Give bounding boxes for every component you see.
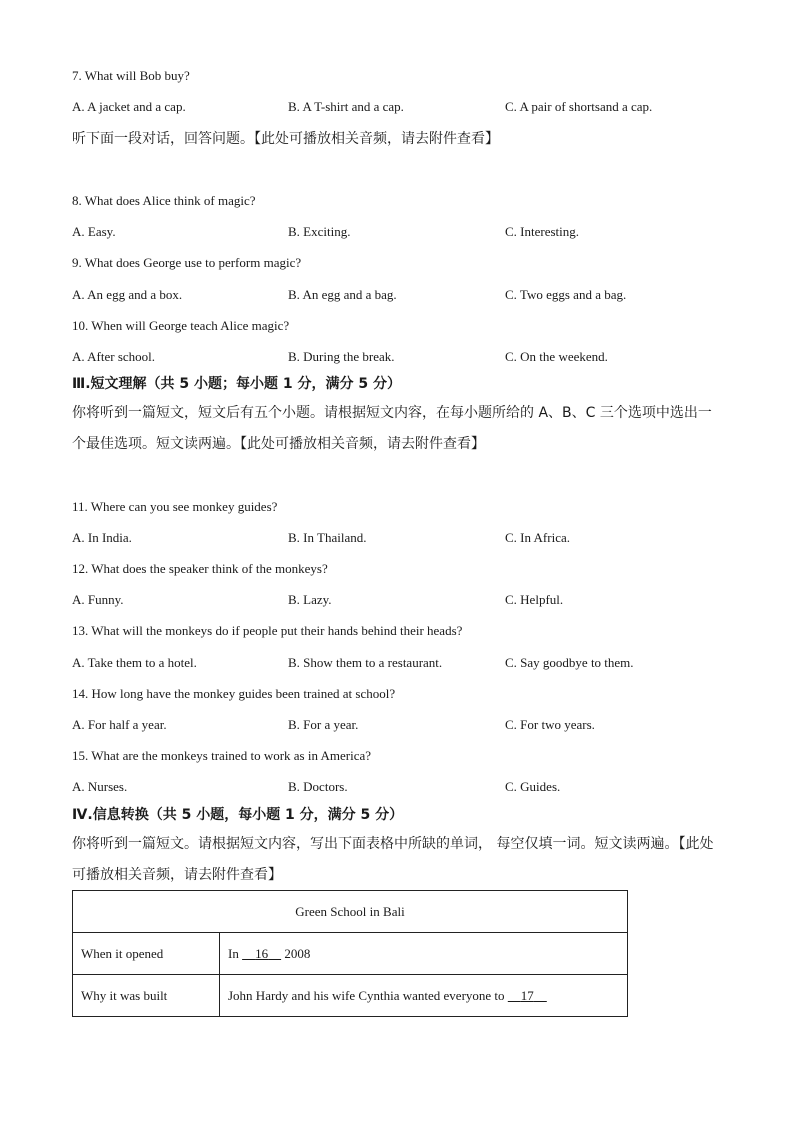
- option-11a[interactable]: A. In India.: [72, 530, 132, 545]
- options-13: [72, 655, 712, 671]
- question-8: 8. What does Alice think of magic?: [72, 193, 256, 208]
- table-title: Green School in Bali: [73, 891, 628, 933]
- row-label-why-built: Why it was built: [73, 975, 220, 1017]
- question-10: 10. When will George teach Alice magic?: [72, 318, 290, 333]
- options-12: [72, 592, 712, 608]
- row-value-why-built: [220, 975, 628, 1017]
- table-row: [73, 975, 628, 1017]
- dialogue-instruction: 听下面一段对话，回答问题。【此处可播放相关音频，请去附件查看】: [72, 131, 499, 147]
- option-9c[interactable]: C. Two eggs and a bag.: [505, 287, 627, 302]
- option-7c[interactable]: C. A pair of shortsand a cap.: [505, 99, 653, 114]
- options-8: [72, 224, 712, 240]
- options-11: [72, 530, 712, 546]
- option-8c[interactable]: C. Interesting.: [505, 224, 580, 239]
- option-14b[interactable]: B. For a year.: [288, 717, 359, 732]
- option-13a[interactable]: A. Take them to a hotel.: [72, 655, 197, 670]
- blank-16-number: 16: [255, 945, 269, 961]
- option-9b[interactable]: B. An egg and a bag.: [288, 287, 397, 302]
- question-14: 14. How long have the monkey guides been trained at school?: [72, 686, 396, 701]
- row-label-when-opened: When it opened: [73, 933, 220, 975]
- section-4-instruction-line1: 你将听到一篇短文。请根据短文内容，写出下面表格中所缺的单词， 每空仅填一词。短文读两遍。【此处: [72, 836, 714, 852]
- option-7a[interactable]: A. A jacket and a cap.: [72, 99, 186, 114]
- option-8b[interactable]: B. Exciting.: [288, 224, 351, 239]
- row1-suffix: 2008: [281, 945, 311, 961]
- row-value-when-opened: [220, 933, 628, 975]
- section-3-instruction-line1: 你将听到一篇短文，短文后有五个小题。请根据短文内容，在每小题所给的 A、B、C 三个选项中选出一: [72, 405, 712, 421]
- blank-17[interactable]: [508, 988, 547, 1003]
- question-13: 13. What will the monkeys do if people put their hands behind their heads?: [72, 623, 463, 638]
- table-title-row: [73, 891, 628, 933]
- row2-prefix: John Hardy and his wife Cynthia wanted everyone to: [228, 987, 508, 1003]
- option-7b[interactable]: B. A T-shirt and a cap.: [288, 99, 404, 114]
- option-13c[interactable]: C. Say goodbye to them.: [505, 655, 634, 670]
- option-8a[interactable]: A. Easy.: [72, 224, 116, 239]
- section-3-heading: Ⅲ.短文理解（共 5 小题；每小题 1 分，满分 5 分）: [72, 376, 402, 392]
- question-7: 7. What will Bob buy?: [72, 68, 190, 83]
- options-14: [72, 717, 712, 733]
- blank-17-number: 17: [520, 987, 534, 1003]
- info-table: [72, 890, 628, 1017]
- question-11: 11. Where can you see monkey guides?: [72, 499, 278, 514]
- option-15a[interactable]: A. Nurses.: [72, 779, 128, 794]
- option-13b[interactable]: B. Show them to a restaurant.: [288, 655, 443, 670]
- section-4-heading: Ⅳ.信息转换（共 5 小题，每小题 1 分，满分 5 分）: [72, 807, 404, 823]
- option-11c[interactable]: C. In Africa.: [505, 530, 570, 545]
- option-10b[interactable]: B. During the break.: [288, 349, 395, 364]
- option-11b[interactable]: B. In Thailand.: [288, 530, 367, 545]
- options-10: [72, 349, 712, 365]
- row1-prefix: In: [228, 945, 243, 961]
- section-3-instruction-line2: 个最佳选项。短文读两遍。【此处可播放相关音频，请去附件查看】: [72, 436, 485, 452]
- option-12c[interactable]: C. Helpful.: [505, 592, 564, 607]
- table-row: [73, 933, 628, 975]
- option-12b[interactable]: B. Lazy.: [288, 592, 332, 607]
- option-15c[interactable]: C. Guides.: [505, 779, 561, 794]
- option-9a[interactable]: A. An egg and a box.: [72, 287, 183, 302]
- option-10a[interactable]: A. After school.: [72, 349, 156, 364]
- blank-16[interactable]: [242, 946, 281, 961]
- options-15: [72, 779, 712, 795]
- question-12: 12. What does the speaker think of the monkeys?: [72, 561, 328, 576]
- question-15: 15. What are the monkeys trained to work as in America?: [72, 748, 372, 763]
- option-14c[interactable]: C. For two years.: [505, 717, 595, 732]
- options-7: [72, 99, 712, 115]
- option-15b[interactable]: B. Doctors.: [288, 779, 348, 794]
- option-10c[interactable]: C. On the weekend.: [505, 349, 608, 364]
- question-9: 9. What does George use to perform magic?: [72, 255, 302, 270]
- option-14a[interactable]: A. For half a year.: [72, 717, 167, 732]
- section-4-instruction-line2: 可播放相关音频，请去附件查看】: [72, 867, 282, 883]
- options-9: [72, 287, 712, 303]
- option-12a[interactable]: A. Funny.: [72, 592, 124, 607]
